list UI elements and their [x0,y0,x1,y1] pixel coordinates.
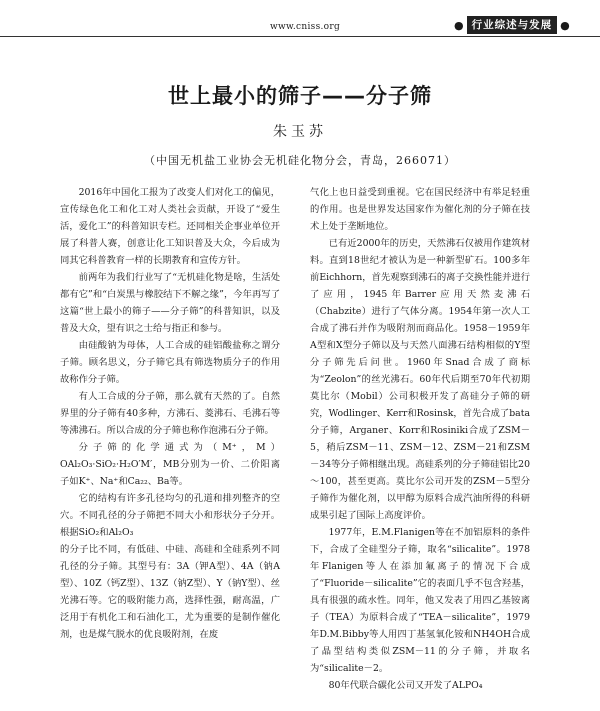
paragraph: 2016年中国化工报为了改变人们对化工的偏见，宣传绿色化工和化工对人类社会贡献，开设了“爱生活，爱化工”的科普知识专栏。还同相关企事业单位开展了科普人赛，创意让化工知识普及大众，今后成为同其它科普教育一样的长期教育和宣传方针。 [60,187,280,266]
section-tag [454,16,590,34]
paragraph: 1977年，E.M.Flanigen等在不加铝原料的条件下，合成了全硅型分子筛，取名“silicalite”。1978年Flanigen等人在添加氟离子的情况下合成了“Fluoride－silicalite”它的表面几乎不包含羟基，具有很强的疏水性。同年，他又发表了用四乙基铵离子（TEA）为原料合成了“TEA－silicalite”，1979年D.M.Bibby等人用四丁基氢氧化铵和NH4OH合成了晶型结构类似ZSM－11的分子筛，并取名为“silicalite－2。 [310,527,530,674]
section-tag-label: 行业综述与发展 [467,16,558,34]
bullet-icon: ● [454,18,464,32]
paragraph: 它的结构有许多孔径均匀的孔道和排列整齐的空穴。不同孔径的分子筛把不同大小和形状分子分开。根据SiO₂和Al₂O₃ [60,493,280,538]
paragraph: 分子筛的化学通式为（M⁺，M）OAl₂O₃·SiO₂·H₂O′M′，MB分别为一价、二价阳离子如K⁺、Na⁺和Ca₂₂、Ba等。 [60,442,280,487]
paragraph: 80年代联合碳化公司又开发了ALPO₄ [328,680,483,691]
article-author: 朱玉苏 [273,124,327,140]
article-title: 世上最小的筛子——分子筛 [168,84,432,108]
left-column [60,184,280,643]
paragraph: 有人工合成的分子筛，那么就有天然的了。自然界里的分子筛有40多种，方沸石、菱沸石、毛沸石等等沸沸石。所以合成的分子筛也称作泡沸石分子筛。 [60,391,280,436]
right-column [310,184,530,694]
paragraph-continued: 的分子比不同，有低硅、中硅、高硅和全硅系列不同孔径的分子筛。其型号有：3A（钾A型）、4A（钠A型）、10Z（钙Z型）、13Z（钠Z型）、Y（钠Y型）、丝光沸石等。它的吸附能力高，选择性强，耐高温，广泛用于有机化工和石油化工，尤为重要的是制作催化剂，也是煤气脱水的优良吸附剂，在废 [60,544,280,640]
paragraph-continued: 气化上也日益受到重视。它在国民经济中有举足轻重的作用。也是世界发达国家作为催化剂的分子筛在技术上处于垄断地位。 [310,187,530,232]
author-affiliation: （中国无机盐工业协会无机硅化物分会，青岛，266071） [144,154,456,167]
header-rule [0,36,600,37]
paragraph: 已有近2000年的历史，天然沸石仅被用作建筑材料。直到18世纪才被认为是一种新型矿石。100多年前Eichhorn，首先观察到沸石的离子交换性能并进行了应用，1945年Barrer应用天然麦沸石（Chabzite）进行了气体分离。1954年第一次人工合成了沸石并作为吸附剂而商品化。1958－1959年A型和X型分子筛以及与天然八面沸石结构相似的Y型分子筛先后问世。1960年Snad合成了商标为“Zeolon”的丝光沸石。60年代后期至70年代初期莫比尔（Mobil）公司积极开发了高硅分子筛的研究，Wodlinger、Kerr和Rosinsk，首先合成了bata分子筛，Arganer、Korr和Rosiniki合成了ZSM－5，稍后ZSM－11、ZSM－12、ZSM－21和ZSM－34等分子筛相继出现。高硅系列的分子筛硅铝比20～100，甚至更高。莫比尔公司开发的ZSM－5型分子筛作为催化剂，以甲醇为原料合成汽油所得的科研成果引起了国际上高度评价。 [310,238,530,521]
journal-url[interactable]: www.cniss.org [269,22,341,32]
paragraph: 前两年为我们行业写了“无机硅化物是啥，生活处都有它”和“白炭黑与橡胶结下不解之缘”，今年再写了这篇“世上最小的筛子——分子筛”的科普知识，以及普及大众，望有识之士给与指正和参与。 [60,272,280,334]
paragraph: 由硅酸钠为母体，人工合成的硅铝酸盐称之谓分子筛。顾名思义，分子筛它具有筛选物质分子的作用故称作分子筛。 [60,340,280,385]
bullet-icon: ● [560,18,570,32]
